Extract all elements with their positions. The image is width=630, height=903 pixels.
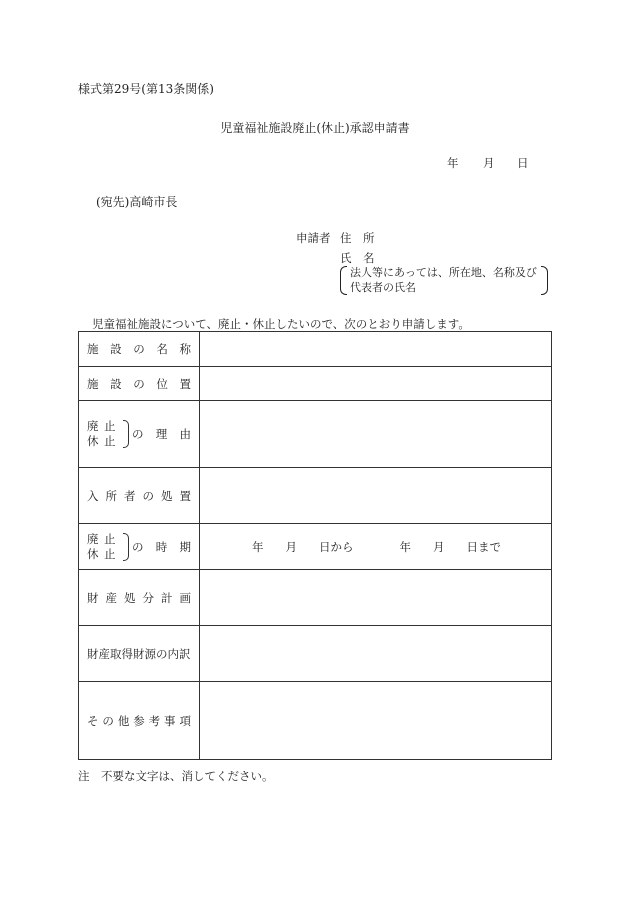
reason-field[interactable] [200,401,552,468]
suspend-text: 休 止 [87,434,116,448]
residents-disposal-label [79,468,200,524]
other-notes-text: そ の 他 参 考 事 項 [87,713,191,728]
abolish-text: 廃 止 [87,531,116,546]
addressee: (宛先)高崎市長 [96,195,178,209]
facility-name-text: 施 設 の 名 称 [87,342,191,356]
property-plan-text: 財 産 処 分 計 画 [87,590,191,605]
right-brace [123,420,129,448]
table-row [79,332,552,367]
corporate-note [340,265,550,295]
reason-label [79,401,200,468]
other-notes-field[interactable] [200,682,552,760]
property-source-text: 財産取得財源の内訳 [87,646,191,661]
facility-name-field[interactable] [200,332,552,367]
application-table [78,331,552,760]
suspend-text: 休 止 [87,546,116,561]
reason-suffix: の 理 由 [132,427,191,441]
left-bracket [340,266,347,295]
period-label [79,524,200,570]
from-day-label: 日から [319,539,354,554]
date-day-label: 日 [517,156,529,170]
name-label: 氏 名 [340,251,375,265]
table-row [79,367,552,401]
period-field[interactable] [200,524,552,570]
document-title: 児童福祉施設廃止(休止)承認申請書 [220,121,410,135]
property-source-field[interactable] [200,626,552,682]
to-day-label: 日まで [466,539,501,554]
address-label: 住 所 [340,231,375,245]
right-bracket [541,266,548,295]
to-month-label: 月 [433,539,445,554]
facility-location-field[interactable] [200,367,552,401]
table-row [79,682,552,760]
intro-text: 児童福祉施設について、廃止・休止したいので、次のとおり申請します。 [92,317,470,331]
table-row [79,626,552,682]
residents-disposal-field[interactable] [200,468,552,524]
abolish-text: 廃 止 [87,419,116,433]
table-row [79,570,552,626]
property-plan-label [79,570,200,626]
table-row [79,468,552,524]
right-brace [123,533,129,561]
property-plan-field[interactable] [200,570,552,626]
date-month-label: 月 [483,156,495,170]
other-notes-label [79,682,200,760]
form-number: 様式第29号(第13条関係) [78,82,214,96]
facility-name-label [79,332,200,367]
to-year-label: 年 [399,539,411,554]
applicant-label: 申請者 [296,231,331,245]
corporate-note-text: 法人等にあっては、所在地、名称及び代表者の氏名 [350,266,537,294]
facility-location-label [79,367,200,401]
from-month-label: 月 [285,539,297,554]
table-row [79,524,552,570]
property-source-label [79,626,200,682]
table-row [79,401,552,468]
footnote: 注 不要な文字は、消してください。 [78,769,274,783]
residents-disposal-text: 入 所 者 の 処 置 [87,488,191,503]
facility-location-text: 施 設 の 位 置 [87,376,191,391]
period-suffix: の 時 期 [132,539,191,554]
from-year-label: 年 [252,539,264,554]
date-year-label: 年 [447,156,459,170]
